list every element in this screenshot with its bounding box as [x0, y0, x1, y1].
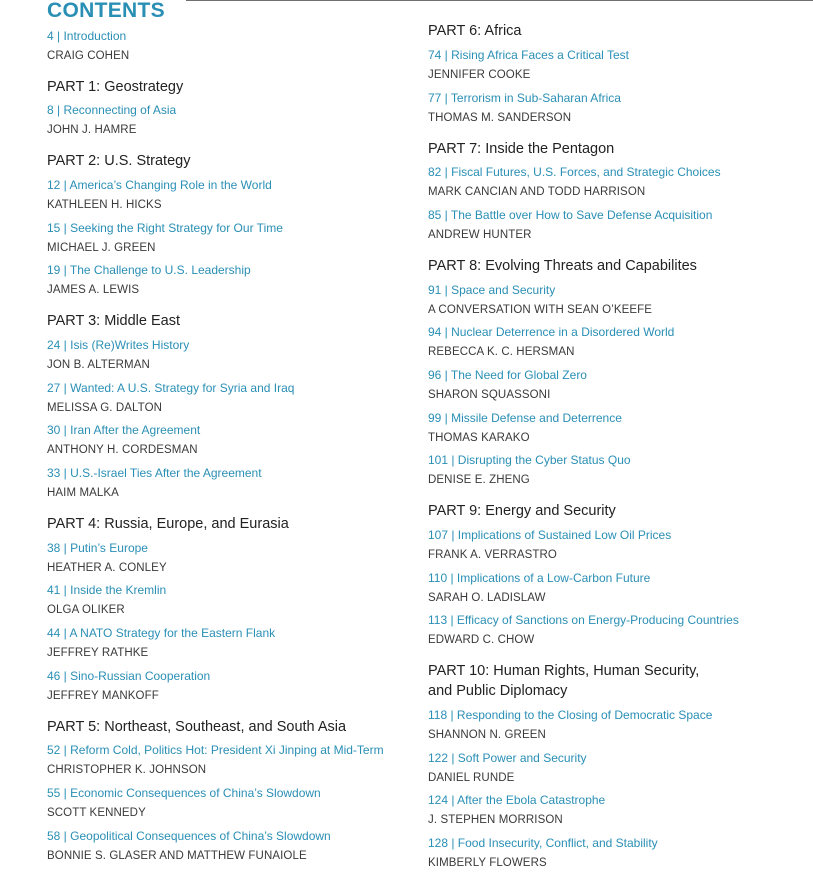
toc-author: JEFFREY MANKOFF: [47, 690, 159, 702]
toc-link[interactable]: 8 | Reconnecting of Asia: [47, 103, 177, 117]
toc-link[interactable]: 110 | Implications of a Low-Carbon Future: [428, 571, 651, 585]
toc-link[interactable]: 122 | Soft Power and Security: [428, 751, 587, 765]
toc-link[interactable]: 77 | Terrorism in Sub-Saharan Africa: [428, 91, 621, 105]
toc-link[interactable]: 96 | The Need for Global Zero: [428, 368, 587, 382]
toc-link[interactable]: 27 | Wanted: A U.S. Strategy for Syria and Iraq: [47, 381, 295, 395]
part-heading-7: PART 7: Inside the Pentagon: [428, 141, 615, 157]
toc-author: CHRISTOPHER K. JOHNSON: [47, 764, 207, 776]
toc-author: KATHLEEN H. HICKS: [47, 199, 162, 211]
toc-author: SHARON SQUASSONI: [428, 389, 551, 401]
part-heading-10-line-1: PART 10: Human Rights, Human Security,: [428, 663, 700, 679]
part-heading-5: PART 5: Northeast, Southeast, and South Asia: [47, 719, 347, 735]
toc-link[interactable]: 118 | Responding to the Closing of Democratic Space: [428, 708, 713, 722]
toc-link[interactable]: 74 | Rising Africa Faces a Critical Test: [428, 48, 629, 62]
toc-author: JOHN J. HAMRE: [47, 124, 137, 136]
part-heading-1: PART 1: Geostrategy: [47, 79, 184, 95]
toc-author: THOMAS M. SANDERSON: [428, 112, 572, 124]
toc-author: SCOTT KENNEDY: [47, 807, 146, 819]
toc-link[interactable]: 46 | Sino-Russian Cooperation: [47, 669, 211, 683]
toc-link[interactable]: 124 | After the Ebola Catastrophe: [428, 793, 606, 807]
toc-author: HEATHER A. CONLEY: [47, 562, 167, 574]
toc-link[interactable]: 44 | A NATO Strategy for the Eastern Flank: [47, 626, 276, 640]
part-heading-8: PART 8: Evolving Threats and Capabilites: [428, 258, 697, 274]
toc-author: CRAIG COHEN: [47, 50, 130, 62]
toc-link[interactable]: 30 | Iran After the Agreement: [47, 423, 201, 437]
toc-author: EDWARD C. CHOW: [428, 634, 535, 646]
part-heading-10-line-2: and Public Diplomacy: [428, 683, 568, 699]
toc-author: MARK CANCIAN AND TODD HARRISON: [428, 186, 646, 198]
toc-link-introduction[interactable]: 4 | Introduction: [47, 29, 127, 43]
toc-author: SHANNON N. GREEN: [428, 729, 546, 741]
toc-link[interactable]: 52 | Reform Cold, Politics Hot: President Xi Jinping at Mid-Term: [47, 743, 384, 757]
top-rule: [186, 0, 813, 1]
toc-link[interactable]: 113 | Efficacy of Sanctions on Energy-Producing Countries: [428, 613, 739, 627]
toc-author: HAIM MALKA: [47, 487, 119, 499]
toc-link[interactable]: 99 | Missile Defense and Deterrence: [428, 411, 622, 425]
toc-author: JON B. ALTERMAN: [47, 359, 150, 371]
toc-link[interactable]: 82 | Fiscal Futures, U.S. Forces, and Strategic Choices: [428, 165, 721, 179]
toc-author: JEFFREY RATHKE: [47, 647, 149, 659]
toc-author: DENISE E. ZHENG: [428, 474, 530, 486]
toc-link[interactable]: 38 | Putin’s Europe: [47, 541, 148, 555]
toc-author: REBECCA K. C. HERSMAN: [428, 346, 575, 358]
toc-author: ANDREW HUNTER: [428, 229, 532, 241]
toc-link[interactable]: 58 | Geopolitical Consequences of China’s Slowdown: [47, 829, 331, 843]
toc-link[interactable]: 12 | America’s Changing Role in the World: [47, 178, 272, 192]
toc-link[interactable]: 33 | U.S.-Israel Ties After the Agreement: [47, 466, 262, 480]
toc-author: JENNIFER COOKE: [428, 69, 531, 81]
toc-author: ANTHONY H. CORDESMAN: [47, 444, 198, 456]
toc-author: MICHAEL J. GREEN: [47, 242, 156, 254]
toc-link[interactable]: 94 | Nuclear Deterrence in a Disordered World: [428, 325, 675, 339]
toc-author: SARAH O. LADISLAW: [428, 592, 546, 604]
part-heading-9: PART 9: Energy and Security: [428, 503, 616, 519]
toc-link[interactable]: 19 | The Challenge to U.S. Leadership: [47, 263, 251, 277]
part-heading-4: PART 4: Russia, Europe, and Eurasia: [47, 516, 289, 532]
toc-author: KIMBERLY FLOWERS: [428, 857, 547, 869]
toc-link[interactable]: 101 | Disrupting the Cyber Status Quo: [428, 453, 631, 467]
toc-author: THOMAS KARAKO: [428, 432, 530, 444]
toc-link[interactable]: 91 | Space and Security: [428, 283, 556, 297]
toc-author: BONNIE S. GLASER AND MATTHEW FUNAIOLE: [47, 850, 307, 862]
toc-author: JAMES A. LEWIS: [47, 284, 140, 296]
toc-author: J. STEPHEN MORRISON: [428, 814, 563, 826]
part-heading-2: PART 2: U.S. Strategy: [47, 153, 191, 169]
toc-author: DANIEL RUNDE: [428, 772, 515, 784]
toc-link[interactable]: 24 | Isis (Re)Writes History: [47, 338, 190, 352]
toc-link[interactable]: 107 | Implications of Sustained Low Oil Prices: [428, 528, 672, 542]
toc-link[interactable]: 128 | Food Insecurity, Conflict, and Stability: [428, 836, 658, 850]
toc-author: MELISSA G. DALTON: [47, 402, 163, 414]
toc-author: OLGA OLIKER: [47, 604, 125, 616]
toc-link[interactable]: 55 | Economic Consequences of China’s Slowdown: [47, 786, 321, 800]
toc-author: A CONVERSATION WITH SEAN O’KEEFE: [428, 304, 653, 316]
part-heading-3: PART 3: Middle East: [47, 313, 180, 329]
contents-title: CONTENTS: [47, 0, 165, 22]
toc-link[interactable]: 41 | Inside the Kremlin: [47, 583, 167, 597]
toc-link[interactable]: 85 | The Battle over How to Save Defense Acquisition: [428, 208, 713, 222]
toc-link[interactable]: 15 | Seeking the Right Strategy for Our Time: [47, 221, 283, 235]
part-heading-6: PART 6: Africa: [428, 23, 522, 39]
toc-author: FRANK A. VERRASTRO: [428, 549, 557, 561]
